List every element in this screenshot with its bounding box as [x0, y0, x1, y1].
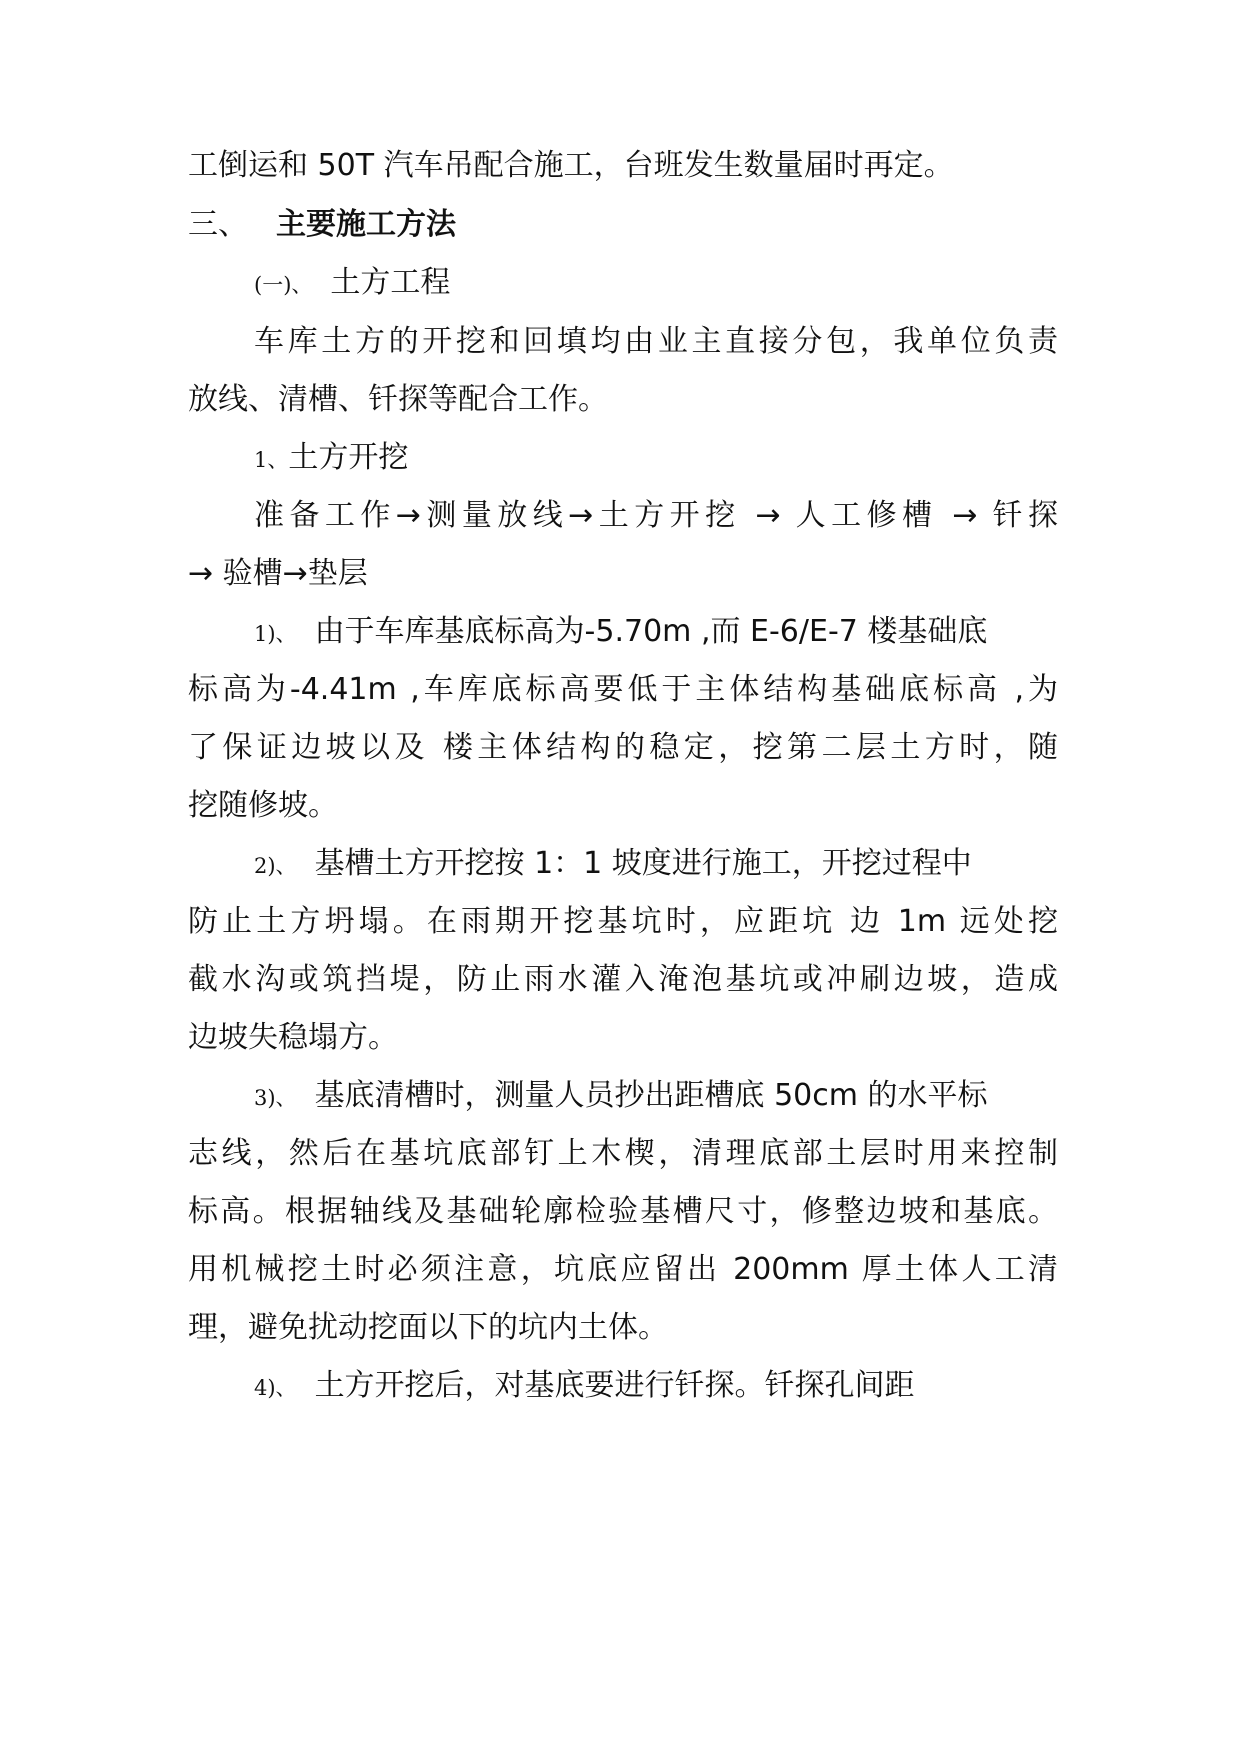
text: 由于车库基底标高为-5.70m ,而 E-6/E-7 楼基础底 [314, 614, 988, 649]
text: 标高为-4.41m ,车库底标高要低于主体结构基础底标高 ,为 [188, 672, 1058, 707]
text: 车库土方的开挖和回填均由业主直接分包，我单位负责 [254, 324, 1058, 359]
subsection-marker: (一)、 [254, 273, 313, 297]
text: 标高。根据轴线及基础轮廓检验基槽尺寸，修整边坡和基底。 [188, 1194, 1058, 1229]
paragraph-line [188, 902, 1058, 942]
paragraph-line [188, 786, 1058, 826]
list-item [254, 1076, 1058, 1116]
text: 土方开挖后，对基底要进行钎探。钎探孔间距 [314, 1368, 915, 1403]
paragraph-line [188, 554, 1058, 594]
paragraph-line [188, 1192, 1058, 1232]
text: 边坡失稳塌方。 [188, 1020, 398, 1055]
list-marker: 3)、 [254, 1086, 297, 1110]
item-heading [254, 438, 1058, 478]
list-item [254, 612, 1058, 652]
text: 用机械挖土时必须注意，坑底应留出 200mm 厚土体人工清 [188, 1252, 1058, 1287]
text: 放线、清槽、钎探等配合工作。 [188, 382, 608, 417]
list-marker: 4)、 [254, 1376, 297, 1400]
text: 防止土方坍塌。在雨期开挖基坑时，应距坑 边 1m 远处挖 [188, 904, 1058, 939]
text: 理，避免扰动挖面以下的坑内土体。 [188, 1310, 668, 1345]
paragraph-line [188, 1018, 1058, 1058]
section-title: 主要施工方法 [276, 207, 456, 242]
paragraph-line [188, 1308, 1058, 1348]
item-title: 土方开挖 [288, 440, 409, 475]
paragraph-line [188, 670, 1058, 710]
text: 基槽土方开挖按 1：1 坡度进行施工，开挖过程中 [314, 846, 972, 881]
paragraph-line [188, 1250, 1058, 1290]
text: 准备工作→测量放线→土方开挖 → 人工修槽 → 钎探 [254, 498, 1058, 533]
list-item [254, 844, 1058, 884]
text: 基底清槽时，测量人员抄出距槽底 50cm 的水平标 [314, 1078, 988, 1113]
text: 截水沟或筑挡堤，防止雨水灌入淹泡基坑或冲刷边坡，造成 [188, 962, 1058, 997]
list-marker: 1)、 [254, 622, 297, 646]
subsection-heading [254, 263, 1058, 303]
paragraph-line [188, 960, 1058, 1000]
subsection-title: 土方工程 [330, 265, 451, 300]
paragraph-line [188, 1134, 1058, 1174]
item-marker: 1、 [254, 448, 289, 472]
text: 了保证边坡以及 楼主体结构的稳定，挖第二层土方时，随 [188, 730, 1058, 765]
text: 志线，然后在基坑底部钉上木楔，清理底部土层时用来控制 [188, 1136, 1058, 1171]
list-marker: 2)、 [254, 854, 297, 878]
text: 挖随修坡。 [188, 788, 338, 823]
list-item [254, 1366, 1058, 1406]
text: 工倒运和 50T 汽车吊配合施工，台班发生数量届时再定。 [188, 148, 954, 183]
paragraph-line [254, 322, 1058, 362]
paragraph-line [188, 728, 1058, 768]
paragraph-line [254, 496, 1058, 536]
section-heading [188, 205, 1058, 245]
text: → 验槽→垫层 [188, 556, 368, 591]
paragraph-line [188, 380, 1058, 420]
section-number: 三、 [188, 207, 248, 242]
paragraph-line [188, 146, 1058, 186]
